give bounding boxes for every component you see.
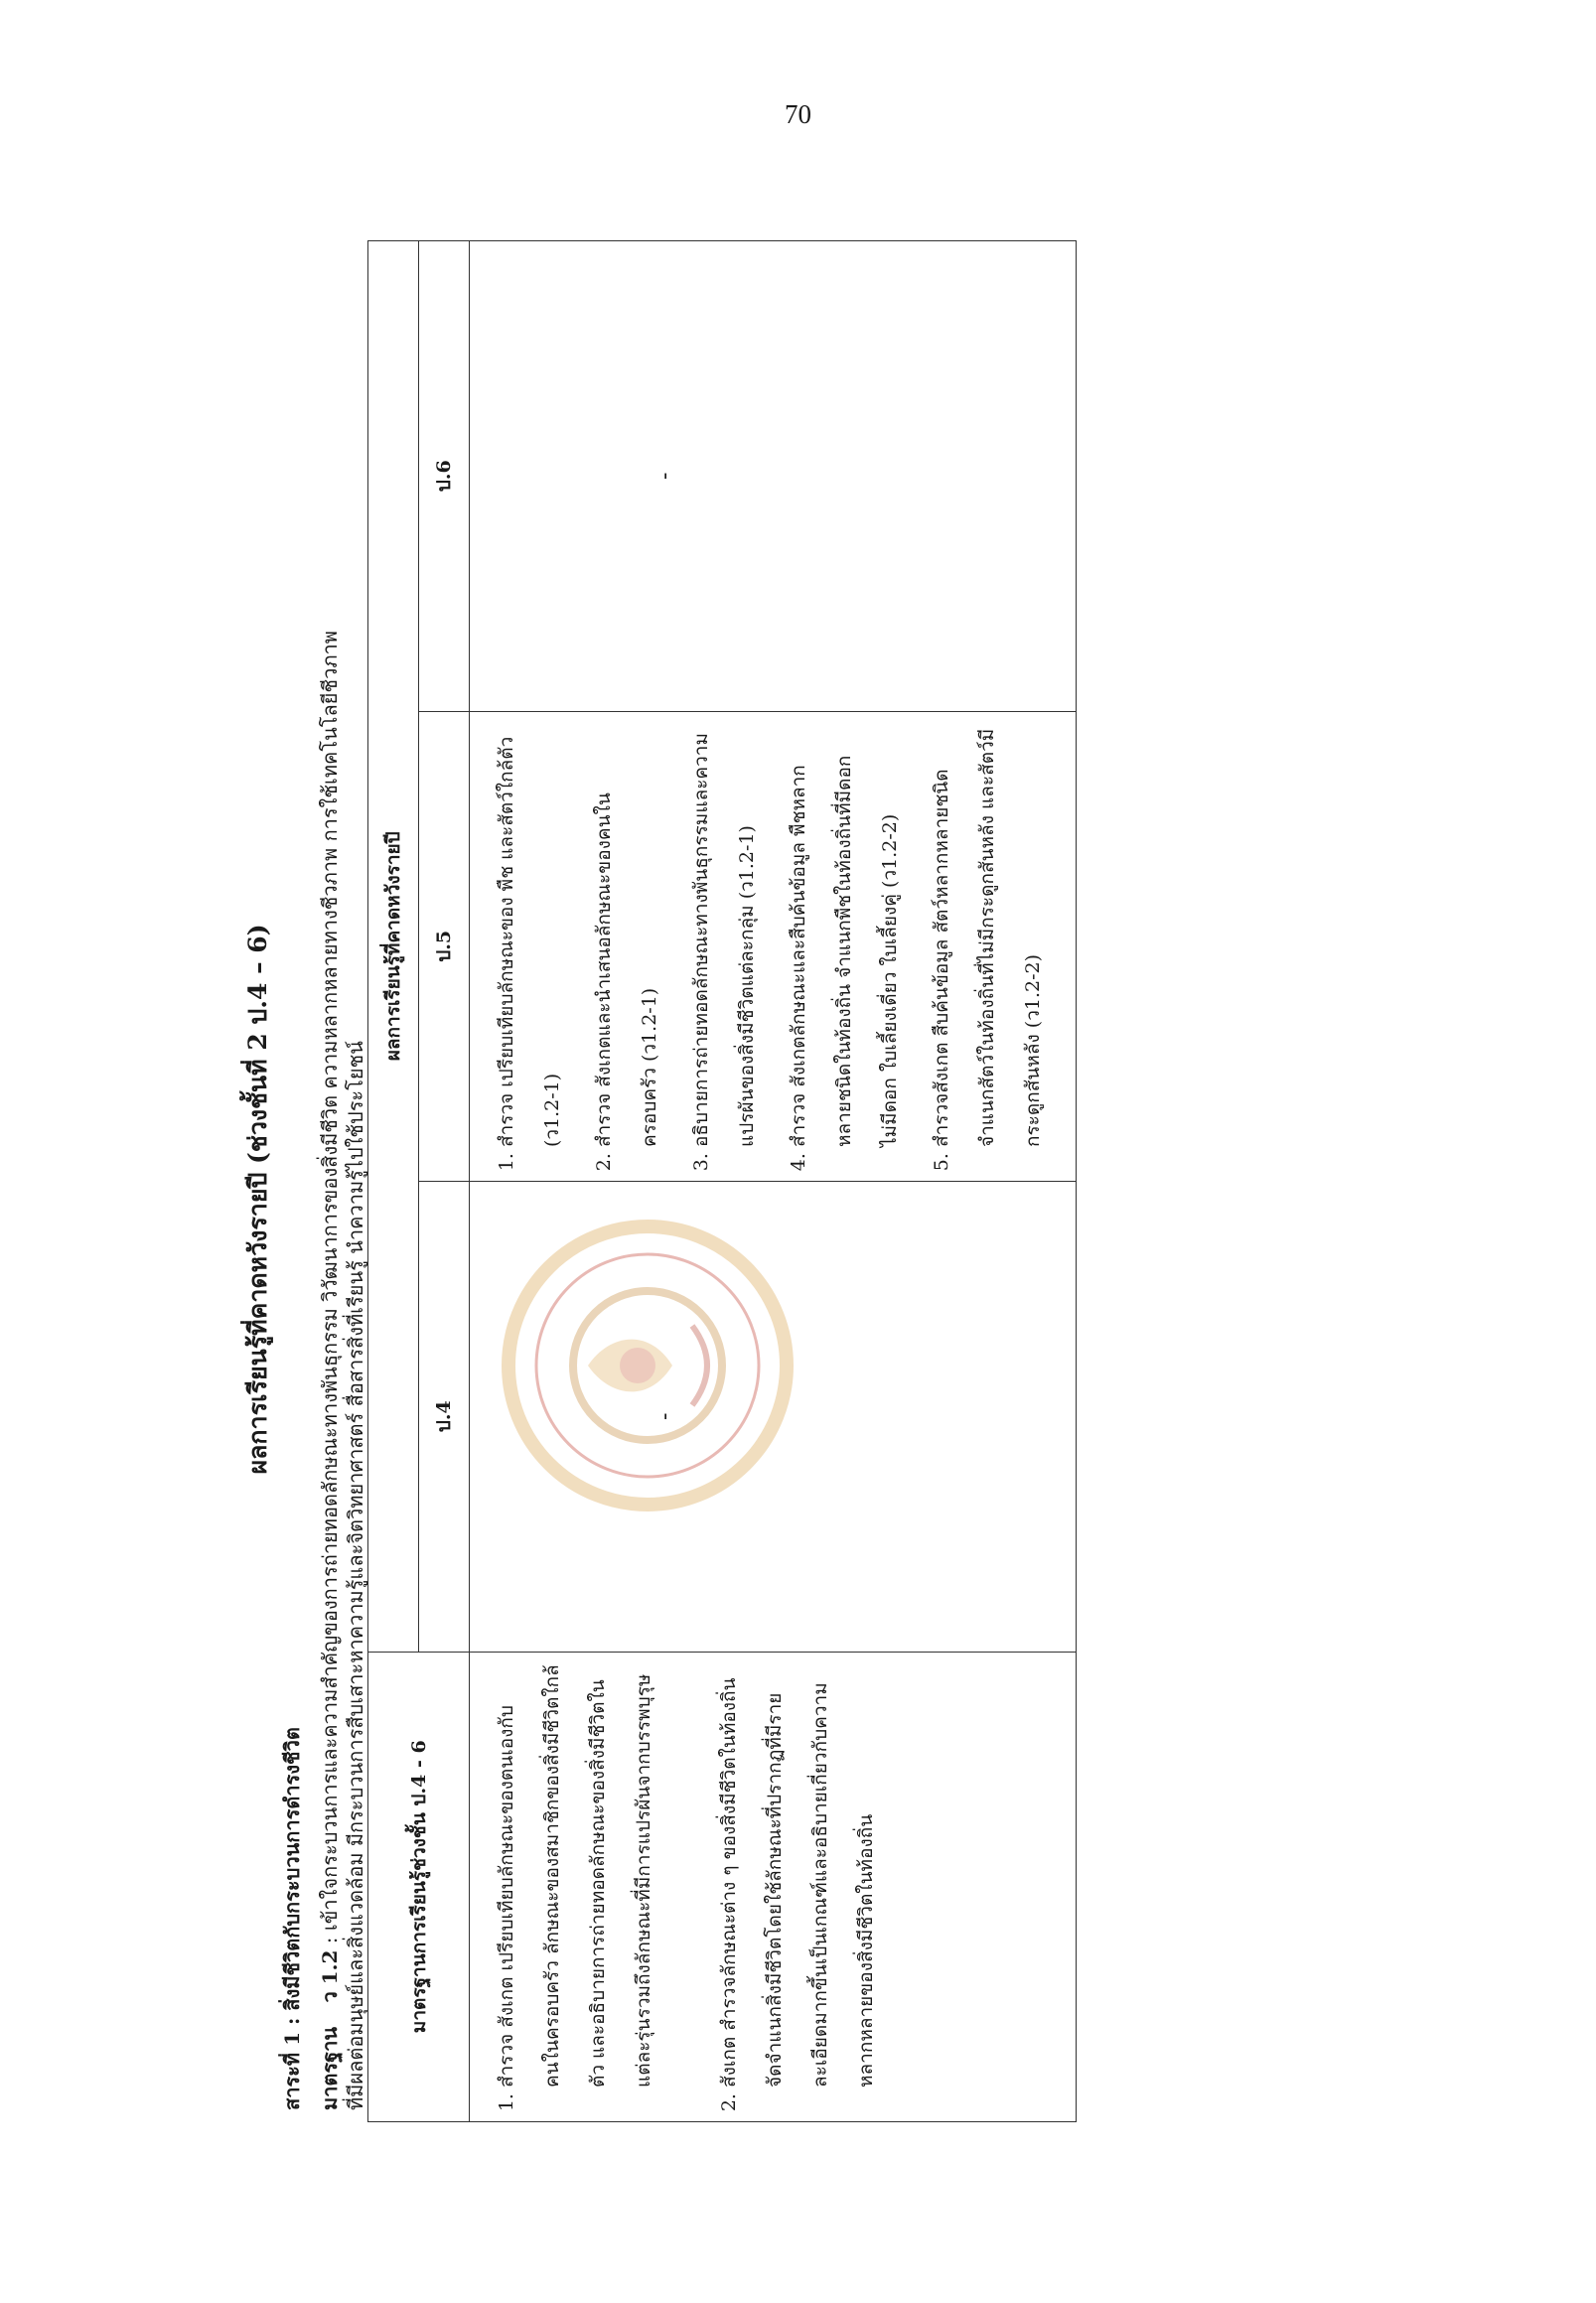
page-number: 70 [785, 99, 811, 129]
p5-item: 1. สำรวจ เปรียบเทียบลักษณะของ พืช และสัตว์ใกล้ตัว (ว1.2-1) [484, 724, 575, 1147]
p5-cell [470, 711, 1077, 1181]
table-row [470, 241, 1077, 2122]
header-p5: ป.5 [419, 711, 470, 1181]
p4-cell [470, 1182, 1077, 1652]
standard-text: : เข้าใจกระบวนการและความสำคัญของการถ่ายทอดลักษณะทางพันธุกรรม วิวัฒนาการของสิ่งมีชีวิต ความหลากหลายทางชีวภาพ การใช้เทคโนโลยีชีวภาพ [318, 631, 342, 1944]
standard-line-2: ที่มีผลต่อมนุษย์และสิ่งแวดล้อม มีกระบวนการสืบเสาะหาความรู้และจิตวิทยาศาสตร์ สื่อสารสิ่งที่เรียนรู้ นำความรู้ไปใช้ประโยชน์ [344, 1041, 367, 2110]
header-expected-outcomes: ผลการเรียนรู้ที่คาดหวังรายปี [368, 241, 419, 1653]
p4-empty-marker: - [653, 1412, 677, 1420]
standards-cell [470, 1652, 1077, 2121]
p5-item: 4. สำรวจ สังเกตลักษณะและสืบค้นข้อมูล พืชหลากหลายชนิดในท้องถิ่น จำแนกพืชในท้องถิ่นที่มีดอก ไม่มีดอก ใบเลี้ยงเดี่ยว ใบเลี้ยงคู่ (ว1.2-2) [776, 724, 913, 1147]
header-p4: ป.4 [419, 1182, 470, 1652]
standard-code: ว 1.2 [318, 1949, 342, 2003]
learning-outcomes-table [367, 240, 1077, 2122]
rotated-document-content [238, 238, 1445, 2160]
p5-item: 3. อธิบายการถ่ายทอดลักษณะทางพันธุกรรมและความแปรผันของสิ่งมีชีวิตแต่ละกลุ่ม (ว1.2-1) [678, 724, 770, 1147]
standard-item: 1. สำรวจ สังเกต เปรียบเทียบลักษณะของตนเองกับคนในครอบครัว ลักษณะของสมาชิกของสิ่งมีชีวิตใกล้ตัว และอธิบายการถ่ายทอดลักษณะของสิ่งมีชีวิตในแต่ละรุ่นรวมถึงลักษณะที่มีการแปรผันจากบรรพบุรุษ [484, 1664, 666, 2087]
header-standard: มาตรฐานการเรียนรู้ช่วงชั้น ป.4 - 6 [368, 1652, 470, 2121]
standard-item: 2. สังเกต สำรวจลักษณะต่าง ๆ ของสิ่งมีชีวิตในท้องถิ่น จัดจำแนกสิ่งมีชีวิตโดยใช้ลักษณะที่ปรากฏที่มีรายละเอียดมากขึ้นเป็นเกณฑ์และอธิบายเกี่ยวกับความหลากหลายของสิ่งมีชีวิตในท้องถิ่น [706, 1664, 889, 2087]
p5-item: 5. สำรวจสังเกต สืบค้นข้อมูล สัตว์หลากหลายชนิด จำแนกสัตว์ในท้องถิ่นที่ไม่มีกระดูกสันหลัง และสัตว์มีกระดูกสันหลัง (ว1.2-2) [919, 724, 1056, 1147]
standard-prefix: มาตรฐาน [318, 2026, 342, 2110]
p6-cell [470, 241, 1077, 712]
p6-empty-marker: - [653, 472, 677, 480]
document-title: ผลการเรียนรู้ที่คาดหวังรายปี (ช่วงชั้นที่ 2 ป.4 – 6) [243, 924, 272, 1475]
header-p6: ป.6 [419, 241, 470, 712]
strand-heading: สาระที่ 1 : สิ่งมีชีวิตกับกระบวนการดำรงชีวิต [280, 1727, 304, 2110]
p5-item: 2. สำรวจ สังเกตและนำเสนอลักษณะของคนในครอบครัว (ว1.2-1) [581, 724, 672, 1147]
